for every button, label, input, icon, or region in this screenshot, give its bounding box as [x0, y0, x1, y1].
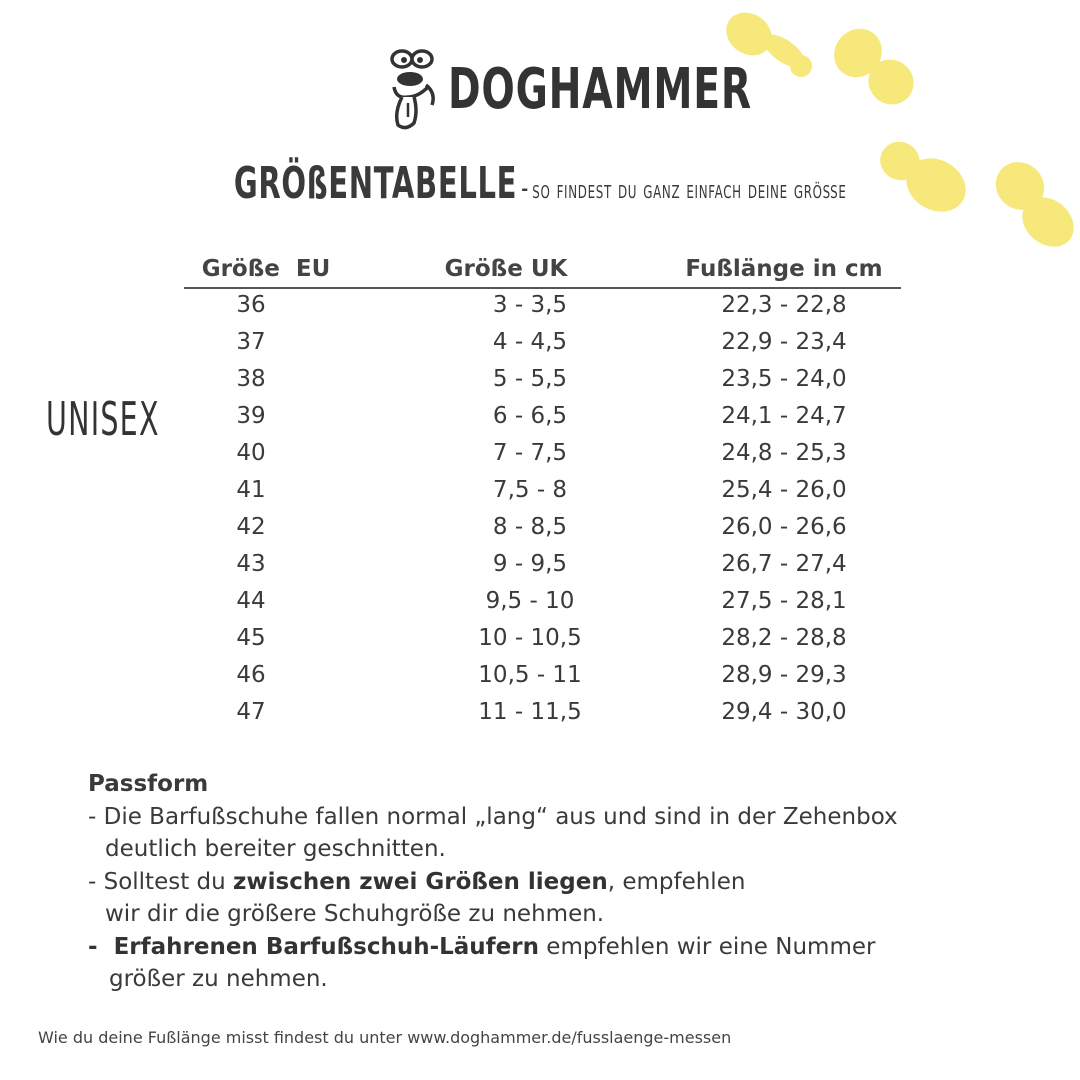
- brand-logo: [388, 44, 838, 134]
- cell-eu: 43: [236, 551, 266, 577]
- cell-length: 27,5 - 28,1: [721, 588, 847, 614]
- table-row: [0, 290, 1080, 327]
- note-item-3-post: empfehlen wir eine Nummer: [539, 933, 876, 960]
- header-foot-length: Fußlänge in cm: [685, 256, 883, 282]
- header-divider: [184, 287, 901, 289]
- table-row: [0, 475, 1080, 512]
- cell-uk: 11 - 11,5: [478, 699, 582, 725]
- cell-length: 23,5 - 24,0: [721, 366, 847, 392]
- cell-uk: 9,5 - 10: [485, 588, 575, 614]
- dog-mascot-icon: [388, 47, 442, 131]
- table-row: [0, 438, 1080, 475]
- page-title: [0, 158, 1080, 209]
- note-item-3-bold: Erfahrenen Barfußschuh-Läufern: [113, 933, 539, 960]
- cell-uk: 3 - 3,5: [492, 292, 568, 318]
- note-item-3-pre: -: [88, 933, 114, 960]
- title-subtitle: so findest du ganz einfach deine größe: [532, 175, 847, 205]
- table-row: [0, 697, 1080, 734]
- cell-eu: 44: [236, 588, 266, 614]
- cell-eu: 37: [236, 329, 266, 355]
- note-item-3: [88, 931, 1048, 964]
- note-item-2-cont: wir dir die größere Schuhgröße zu nehmen.: [105, 901, 605, 927]
- note-item-1-cont: deutlich bereiter geschnitten.: [105, 836, 446, 862]
- cell-eu: 36: [236, 292, 266, 318]
- note-item-2-bold: zwischen zwei Größen liegen: [233, 868, 608, 895]
- cell-eu: 38: [236, 366, 266, 392]
- cell-length: 22,9 - 23,4: [721, 329, 847, 355]
- note-item-1: - Die Barfußschuhe fallen normal „lang“ aus und sind in der Zehenbox: [88, 803, 898, 830]
- cell-length: 24,8 - 25,3: [721, 440, 847, 466]
- cell-uk: 5 - 5,5: [492, 366, 568, 392]
- cell-uk: 8 - 8,5: [492, 514, 568, 540]
- cell-uk: 10 - 10,5: [478, 625, 582, 651]
- cell-eu: 42: [236, 514, 266, 540]
- table-row: [0, 512, 1080, 549]
- table-row: [0, 660, 1080, 697]
- footer-note: Wie du deine Fußlänge misst findest du unter www.doghammer.de/fusslaenge-messen: [38, 1028, 732, 1047]
- cell-length: 29,4 - 30,0: [721, 699, 847, 725]
- unisex-label: UNISEX: [46, 392, 160, 446]
- table-row: [0, 549, 1080, 586]
- table-row: [0, 586, 1080, 623]
- header-size-uk: Größe UK: [444, 256, 568, 282]
- cell-uk: 7,5 - 8: [492, 477, 568, 503]
- cell-eu: 47: [236, 699, 266, 725]
- cell-length: 28,9 - 29,3: [721, 662, 847, 688]
- header-size-eu: Größe EU: [201, 256, 331, 282]
- cell-length: 25,4 - 26,0: [721, 477, 847, 503]
- cell-eu: 46: [236, 662, 266, 688]
- cell-eu: 41: [236, 477, 266, 503]
- table-row: [0, 327, 1080, 364]
- cell-length: 26,7 - 27,4: [721, 551, 847, 577]
- note-item-2: [88, 866, 1048, 899]
- title-main: GRÖßENTABELLE: [233, 158, 517, 209]
- cell-length: 28,2 - 28,8: [721, 625, 847, 651]
- cell-length: 26,0 - 26,6: [721, 514, 847, 540]
- fit-notes: [88, 768, 1048, 996]
- cell-length: 22,3 - 22,8: [721, 292, 847, 318]
- table-row: [0, 364, 1080, 401]
- table-row: [0, 401, 1080, 438]
- note-item-3-cont: größer zu nehmen.: [109, 966, 328, 992]
- cell-uk: 9 - 9,5: [492, 551, 568, 577]
- cell-uk: 6 - 6,5: [492, 403, 568, 429]
- note-item-2-post: , empfehlen: [607, 868, 746, 895]
- title-separator: -: [520, 171, 529, 206]
- cell-eu: 40: [236, 440, 266, 466]
- cell-eu: 45: [236, 625, 266, 651]
- cell-uk: 4 - 4,5: [492, 329, 568, 355]
- cell-uk: 10,5 - 11: [478, 662, 582, 688]
- size-table: [0, 290, 1080, 734]
- cell-length: 24,1 - 24,7: [721, 403, 847, 429]
- table-row: [0, 623, 1080, 660]
- cell-eu: 39: [236, 403, 266, 429]
- brand-name: DOGHAMMER: [448, 56, 752, 122]
- cell-uk: 7 - 7,5: [492, 440, 568, 466]
- notes-heading: Passform: [88, 771, 209, 797]
- note-item-2-pre: - Solltest du: [88, 868, 234, 895]
